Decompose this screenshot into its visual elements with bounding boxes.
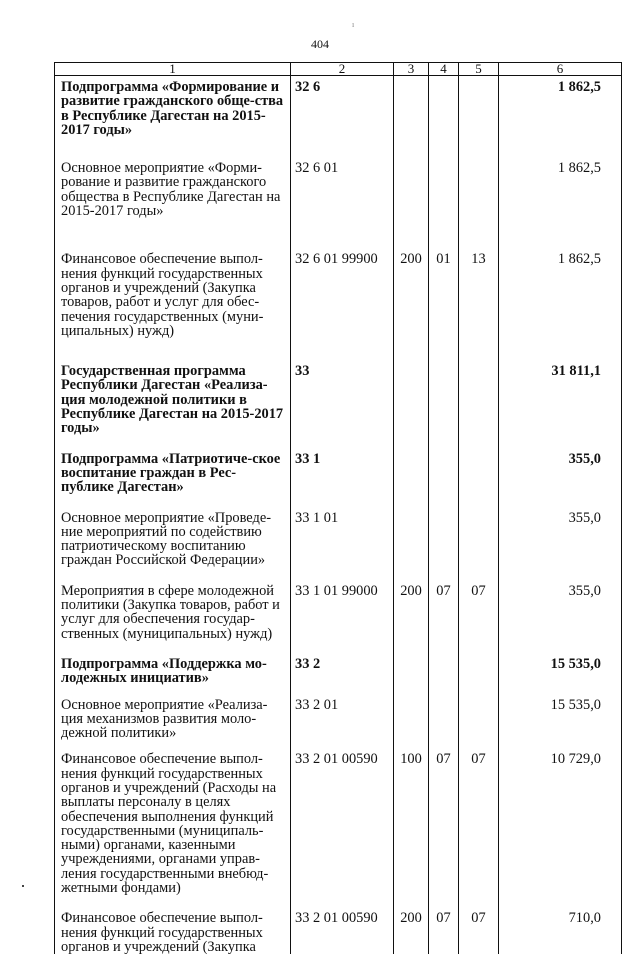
- row-name: Государственная программа Республики Дагестан «Реализа-ция молодежной политики в Республике Дагестан на 2015-2017 годы»: [55, 360, 291, 447]
- header-col-6: 6: [499, 63, 622, 76]
- row-col-3: 200: [394, 248, 429, 360]
- row-code: 33 2 01 00590: [291, 748, 394, 907]
- scan-mark: ı: [352, 20, 355, 29]
- row-name: Подпрограмма «Формирование и развитие гражданского обще-ства в Республике Дагестан на 2015-2017 годы»: [55, 76, 291, 158]
- table-row: [55, 157, 622, 248]
- row-col-5: 13: [459, 248, 499, 360]
- budget-table: [54, 62, 622, 954]
- row-amount: 355,0: [499, 580, 622, 653]
- row-col-4: 07: [429, 907, 459, 954]
- header-col-4: 4: [429, 63, 459, 76]
- row-col-4: [429, 694, 459, 749]
- row-col-3: [394, 76, 429, 158]
- row-col-4: [429, 448, 459, 507]
- row-amount: 10 729,0: [499, 748, 622, 907]
- row-col-4: [429, 76, 459, 158]
- row-col-5: 07: [459, 580, 499, 653]
- row-col-5: [459, 507, 499, 580]
- row-col-4: [429, 653, 459, 694]
- header-col-3: 3: [394, 63, 429, 76]
- row-col-4: 01: [429, 248, 459, 360]
- row-col-5: [459, 76, 499, 158]
- row-col-4: [429, 360, 459, 447]
- row-code: 33 2: [291, 653, 394, 694]
- table-row: [55, 653, 622, 694]
- table-row: [55, 580, 622, 653]
- row-col-3: [394, 360, 429, 447]
- row-amount: 31 811,1: [499, 360, 622, 447]
- row-col-5: [459, 448, 499, 507]
- row-col-5: [459, 360, 499, 447]
- table-row: [55, 448, 622, 507]
- header-col-2: 2: [291, 63, 394, 76]
- row-name: Финансовое обеспечение выпол-нения функций государственных органов и учреждений (Расходы на выплаты персоналу в целях обеспечения выполнения функций государственными (муниципаль-ными) органами, казенными учреждениями, органами управ-ления государственными внебюд-жетными фондами): [55, 748, 291, 907]
- row-code: 33: [291, 360, 394, 447]
- table-row: [55, 248, 622, 360]
- row-code: 33 1: [291, 448, 394, 507]
- table-row: [55, 694, 622, 749]
- table-body: [55, 76, 622, 955]
- row-col-5: 07: [459, 907, 499, 954]
- row-col-3: 200: [394, 580, 429, 653]
- row-amount: 355,0: [499, 448, 622, 507]
- row-amount: 1 862,5: [499, 157, 622, 248]
- row-code: 32 6: [291, 76, 394, 158]
- row-name: Финансовое обеспечение выпол-нения функций государственных органов и учреждений (Закупка товаров, работ и услуг для обес-печения государственных (муни-ципальных) нужд): [55, 248, 291, 360]
- header-col-5: 5: [459, 63, 499, 76]
- row-name: Мероприятия в сфере молодежной политики (Закупка товаров, работ и услуг для обеспечения государ-ственных (муниципальных) нужд): [55, 580, 291, 653]
- row-code: 33 2 01 00590: [291, 907, 394, 954]
- row-col-3: [394, 157, 429, 248]
- row-name: Основное мероприятие «Проведе-ние мероприятий по содействию патриотическому воспитанию граждан Российской Федерации»: [55, 507, 291, 580]
- row-col-4: 07: [429, 580, 459, 653]
- table-row: [55, 748, 622, 907]
- row-amount: 15 535,0: [499, 694, 622, 749]
- row-col-3: 100: [394, 748, 429, 907]
- row-code: 32 6 01 99900: [291, 248, 394, 360]
- row-amount: 15 535,0: [499, 653, 622, 694]
- row-name: Основное мероприятие «Форми-рование и развитие гражданского общества в Республике Дагестан на 2015-2017 годы»: [55, 157, 291, 248]
- row-col-4: [429, 157, 459, 248]
- header-col-1: 1: [55, 63, 291, 76]
- row-amount: 710,0: [499, 907, 622, 954]
- row-name: Подпрограмма «Патриотиче-ское воспитание граждан в Рес-публике Дагестан»: [55, 448, 291, 507]
- row-code: 33 2 01: [291, 694, 394, 749]
- table-header-row: [55, 63, 622, 76]
- row-col-4: [429, 507, 459, 580]
- row-col-5: 07: [459, 748, 499, 907]
- scan-speck: [22, 885, 24, 887]
- table-row: [55, 507, 622, 580]
- row-amount: 1 862,5: [499, 76, 622, 158]
- row-amount: 1 862,5: [499, 248, 622, 360]
- row-code: 33 1 01: [291, 507, 394, 580]
- row-col-3: 200: [394, 907, 429, 954]
- row-col-4: 07: [429, 748, 459, 907]
- row-col-5: [459, 157, 499, 248]
- row-name: Основное мероприятие «Реализа-ция механизмов развития моло-дежной политики»: [55, 694, 291, 749]
- row-col-5: [459, 694, 499, 749]
- page-number: 404: [311, 37, 329, 51]
- row-col-3: [394, 653, 429, 694]
- table-row: [55, 360, 622, 447]
- row-amount: 355,0: [499, 507, 622, 580]
- row-col-3: [394, 507, 429, 580]
- table-row: [55, 76, 622, 158]
- row-col-3: [394, 694, 429, 749]
- row-name: Финансовое обеспечение выпол-нения функций государственных органов и учреждений (Закупка: [55, 907, 291, 954]
- row-code: 33 1 01 99000: [291, 580, 394, 653]
- table-row: [55, 907, 622, 954]
- row-code: 32 6 01: [291, 157, 394, 248]
- row-name: Подпрограмма «Поддержка мо-лодежных инициатив»: [55, 653, 291, 694]
- row-col-3: [394, 448, 429, 507]
- row-col-5: [459, 653, 499, 694]
